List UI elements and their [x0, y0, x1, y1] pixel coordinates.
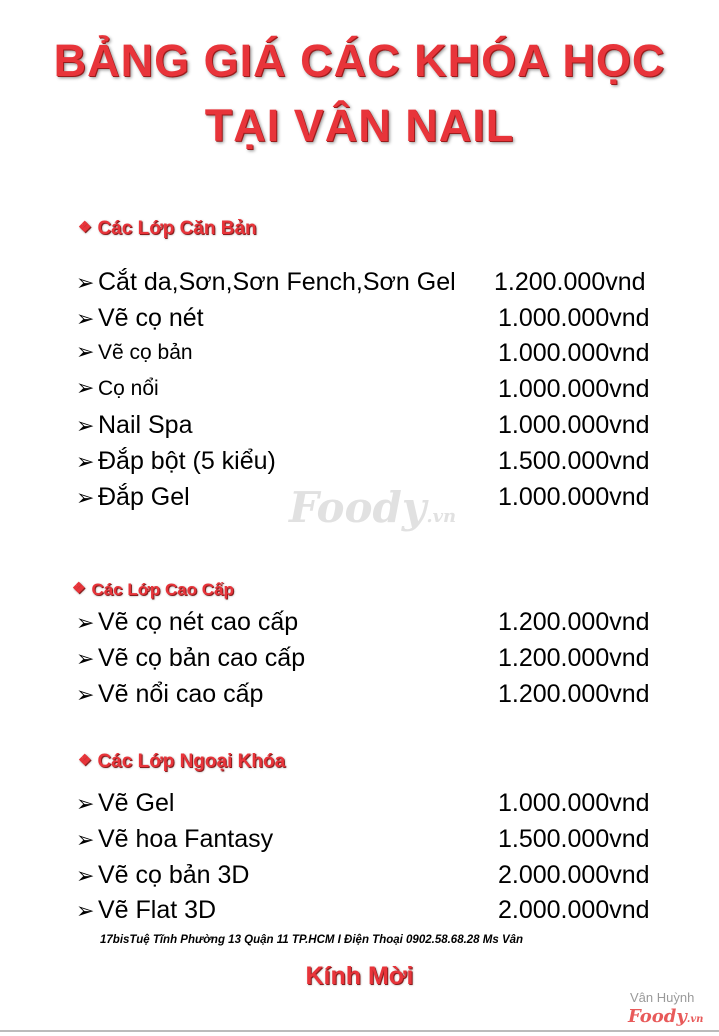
arrow-bullet-icon: ➢ [76, 827, 95, 852]
course-price: 1.000.000vnd [498, 483, 650, 511]
price-row [76, 825, 650, 859]
section-heading-text: Các Lớp Cao Cấp [91, 580, 234, 599]
diamond-bullet-icon: ❖ [78, 219, 92, 236]
watermark-brand: Foody [289, 483, 427, 532]
arrow-bullet-icon: ➢ [76, 306, 95, 331]
bottom-divider [0, 1030, 719, 1032]
course-price: 1.500.000vnd [498, 447, 650, 475]
price-row [76, 608, 650, 642]
arrow-bullet-icon: ➢ [76, 791, 95, 816]
arrow-bullet-icon: ➢ [76, 610, 95, 635]
price-row [76, 268, 646, 302]
address-line: 17bisTuệ Tĩnh Phường 13 Quận 11 TP.HCM I Điện Thoại 0902.58.68.28 Ms Vân [100, 934, 524, 946]
diamond-bullet-icon: ❖ [78, 752, 92, 769]
arrow-bullet-icon: ➢ [76, 682, 95, 707]
arrow-bullet-icon: ➢ [76, 375, 95, 400]
arrow-bullet-icon: ➢ [76, 485, 95, 510]
credit-brand: Foody [628, 1006, 687, 1027]
course-name: Vẽ hoa Fantasy [98, 825, 274, 853]
uploader-name: Vân Huỳnh [630, 990, 695, 1005]
foody-watermark [289, 483, 456, 532]
watermark-suffix: .vn [426, 506, 457, 527]
price-row [76, 375, 650, 409]
price-row [76, 339, 650, 373]
arrow-bullet-icon: ➢ [76, 646, 95, 671]
closing-text: Kính Mời [305, 962, 414, 990]
price-row [76, 644, 650, 678]
course-name: Đắp Gel [98, 483, 190, 511]
arrow-bullet-icon: ➢ [76, 863, 95, 888]
course-price: 1.200.000vnd [498, 608, 650, 636]
course-name: Đắp bột (5 kiểu) [98, 447, 276, 475]
arrow-bullet-icon: ➢ [76, 270, 95, 295]
course-name: Vẽ cọ bản 3D [98, 861, 250, 889]
price-row [76, 304, 650, 338]
course-price: 1.200.000vnd [494, 268, 646, 296]
course-name: Cắt da,Sơn,Sơn Fench,Sơn Gel [98, 268, 456, 296]
course-price: 2.000.000vnd [498, 861, 650, 889]
course-name: Vẽ cọ bản cao cấp [98, 644, 306, 672]
arrow-bullet-icon: ➢ [76, 449, 95, 474]
price-row [76, 789, 650, 823]
section-heading-advanced [72, 580, 234, 600]
course-price: 1.000.000vnd [498, 411, 650, 439]
price-row [76, 680, 650, 714]
credit-suffix: .vn [686, 1014, 704, 1025]
arrow-bullet-icon: ➢ [76, 339, 95, 364]
title-line-2: TẠI VÂN NAIL [204, 100, 515, 151]
arrow-bullet-icon: ➢ [76, 413, 95, 438]
course-name: Cọ nổi [98, 377, 159, 400]
section-heading-text: Các Lớp Ngoại Khóa [97, 751, 286, 772]
course-name: Vẽ cọ nét [98, 304, 204, 332]
price-row [76, 411, 650, 445]
course-price: 2.000.000vnd [498, 896, 650, 924]
course-name: Vẽ Gel [98, 789, 175, 817]
section-heading-extracurricular [78, 751, 285, 773]
course-price: 1.500.000vnd [498, 825, 650, 853]
course-name: Vẽ Flat 3D [98, 896, 217, 924]
course-price: 1.000.000vnd [498, 375, 650, 403]
course-price: 1.200.000vnd [498, 680, 650, 708]
course-price: 1.000.000vnd [498, 339, 650, 367]
arrow-bullet-icon: ➢ [76, 898, 95, 923]
diamond-bullet-icon: ❖ [72, 580, 86, 597]
course-price: 1.000.000vnd [498, 304, 650, 332]
course-name: Nail Spa [98, 411, 193, 439]
course-name: Vẽ nổi cao cấp [98, 680, 264, 708]
section-heading-text: Các Lớp Căn Bản [97, 218, 257, 239]
title-line-1: BẢNG GIÁ CÁC KHÓA HỌC [53, 35, 666, 86]
course-price: 1.200.000vnd [498, 644, 650, 672]
course-name: Vẽ cọ bản [98, 341, 193, 364]
price-row [76, 861, 650, 895]
price-row [76, 896, 650, 930]
price-row [76, 447, 650, 481]
course-name: Vẽ cọ nét cao cấp [98, 608, 299, 636]
course-price: 1.000.000vnd [498, 789, 650, 817]
section-heading-basic [78, 218, 257, 240]
foody-logo [628, 1006, 703, 1027]
